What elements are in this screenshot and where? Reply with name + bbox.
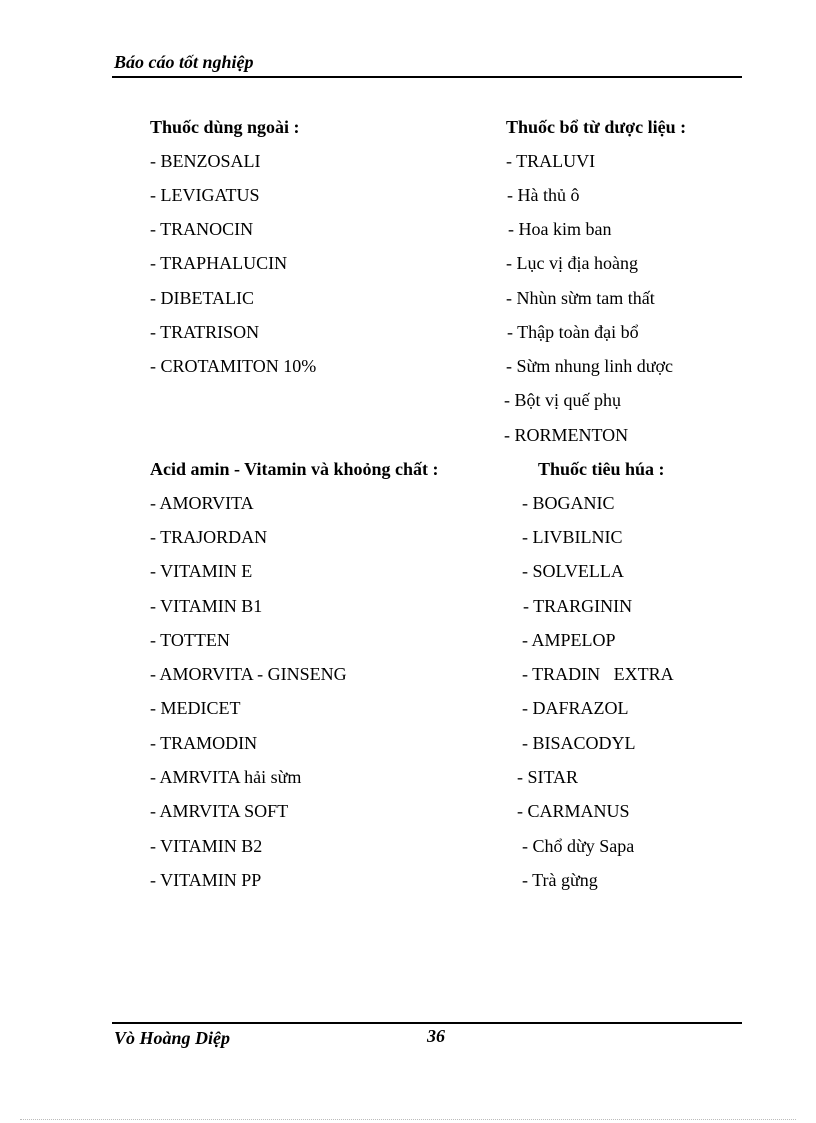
list-item: - Chổ dừy Sapa bbox=[522, 836, 635, 856]
list-item: - CARMANUS bbox=[517, 801, 630, 821]
section-heading: Thuốc bổ từ dược liệu : bbox=[506, 117, 687, 137]
list-item: - AMPELOP bbox=[522, 630, 616, 650]
list-item: - LIVBILNIC bbox=[522, 527, 623, 547]
list-item: - TRARGININ bbox=[523, 596, 633, 616]
list-item: - TRANOCIN bbox=[150, 219, 254, 239]
list-item: - Bột vị quế phụ bbox=[504, 390, 621, 410]
list-item: - TRAPHALUCIN bbox=[150, 253, 288, 273]
list-item: - Lục vị địa hoàng bbox=[506, 253, 638, 273]
list-item: - BISACODYL bbox=[522, 733, 636, 753]
list-item: - VITAMIN B2 bbox=[150, 836, 263, 856]
list-item: - TRALUVI bbox=[506, 151, 596, 171]
list-item: - SITAR bbox=[517, 767, 579, 787]
list-item: - MEDICET bbox=[150, 698, 241, 718]
list-item: - AMORVITA - GINSENG bbox=[150, 664, 347, 684]
list-item: - RORMENTON bbox=[504, 425, 629, 445]
list-item: - Trà gừng bbox=[522, 870, 598, 890]
footer-author: Vò Hoàng Diệp bbox=[114, 1028, 231, 1048]
list-item: - DIBETALIC bbox=[150, 288, 255, 308]
list-item: - DAFRAZOL bbox=[522, 698, 629, 718]
page-number: 36 bbox=[427, 1026, 445, 1046]
list-item: - AMRVITA SOFT bbox=[150, 801, 289, 821]
list-item: - Nhùn sừm tam thất bbox=[506, 288, 655, 308]
list-item: - BENZOSALI bbox=[150, 151, 261, 171]
list-item: - Sừm nhung linh dược bbox=[506, 356, 674, 376]
list-item: - CROTAMITON 10% bbox=[150, 356, 317, 376]
list-item: - TRAJORDAN bbox=[150, 527, 268, 547]
section-heading: Acid amin - Vitamin và khoỏng chất : bbox=[150, 459, 439, 479]
list-item: - SOLVELLA bbox=[522, 561, 624, 581]
list-item: - VITAMIN B1 bbox=[150, 596, 263, 616]
list-item: - TRATRISON bbox=[150, 322, 260, 342]
list-item: - Thập toàn đại bổ bbox=[507, 322, 639, 342]
list-item: - VITAMIN E bbox=[150, 561, 253, 581]
page-edge-divider bbox=[20, 1119, 796, 1120]
list-item: - TRADIN EXTRA bbox=[522, 664, 674, 684]
list-item: - VITAMIN PP bbox=[150, 870, 262, 890]
list-item: - AMRVITA hải sừm bbox=[150, 767, 302, 787]
list-item: - AMORVITA bbox=[150, 493, 254, 513]
footer-rule bbox=[112, 1022, 742, 1024]
list-item: - TOTTEN bbox=[150, 630, 230, 650]
list-item: - BOGANIC bbox=[522, 493, 615, 513]
header-title: Báo cáo tốt nghiệp bbox=[114, 52, 254, 72]
section-heading: Thuốc dùng ngoài : bbox=[150, 117, 300, 137]
section-heading: Thuốc tiêu húa : bbox=[538, 459, 665, 479]
list-item: - Hà thủ ô bbox=[507, 185, 580, 205]
list-item: - TRAMODIN bbox=[150, 733, 258, 753]
list-item: - Hoa kim ban bbox=[508, 219, 612, 239]
list-item: - LEVIGATUS bbox=[150, 185, 260, 205]
header-rule bbox=[112, 76, 742, 78]
